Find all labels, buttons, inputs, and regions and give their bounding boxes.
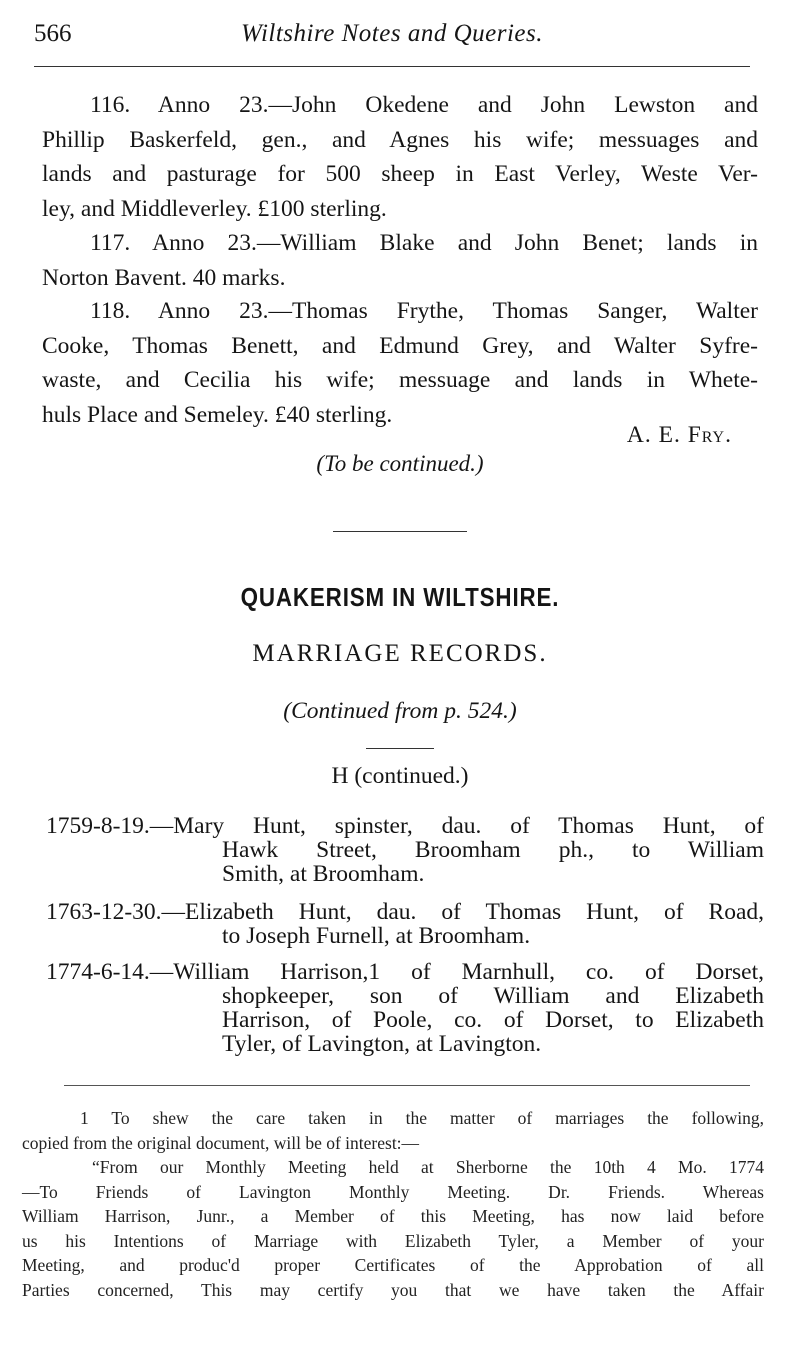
entry-118 [42, 294, 758, 432]
entry-line: lands and pasturage for 500 sheep in East Verley, Weste Ver- [42, 161, 758, 187]
entry-line: 116. Anno 23.—John Okedene and John Lewston and [90, 92, 758, 118]
author-signature: A. E. Fry. [626, 422, 732, 448]
footnote-line: William Harrison, Junr., a Member of this Meeting, has now laid before [22, 1206, 764, 1226]
record-line: 1774-6-14.—William Harrison,1 of Marnhull, co. of Dorset, [46, 959, 764, 985]
record-line: 1763-12-30.—Elizabeth Hunt, dau. of Thomas Hunt, of Road, [46, 899, 764, 925]
footnote-rule [64, 1085, 750, 1086]
entry-line: 118. Anno 23.—Thomas Frythe, Thomas Sanger, Walter [90, 298, 758, 324]
marriage-record [46, 900, 764, 948]
footnote-line: copied from the original document, will be of interest:— [22, 1132, 420, 1153]
record-line: Smith, at Broomham. [222, 861, 425, 887]
record-line: Tyler, of Lavington, at Lavington. [222, 1031, 542, 1057]
entry-line: waste, and Cecilia his wife; messuage and lands in Whete- [42, 367, 758, 393]
section-title: QUAKERISM IN WILTSHIRE. [240, 582, 560, 612]
continued-from-note: (Continued from p. 524.) [283, 698, 517, 724]
footnote-line: —To Friends of Lavington Monthly Meeting. Dr. Friends. Whereas [22, 1181, 764, 1202]
footnote [22, 1106, 764, 1302]
letter-heading: H (continued.) [331, 763, 469, 789]
marriage-record [46, 814, 764, 886]
footnote-line: Parties concerned, This may certify you that we have taken the Affair [22, 1279, 764, 1300]
record-line: Hawk Street, Broomham ph., to William [222, 837, 764, 863]
page-number: 566 [34, 20, 72, 47]
marriage-record [46, 960, 764, 1056]
footnote-line: us his Intentions of Marriage with Elizabeth Tyler, a Member of your [22, 1230, 764, 1251]
running-head [34, 20, 750, 54]
subsection-divider [366, 748, 434, 749]
section-subtitle: MARRIAGE RECORDS. [252, 640, 548, 667]
entry-line: Norton Bavent. 40 marks. [42, 264, 286, 291]
footnote-line: Meeting, and produc'd proper Certificates of the Approbation of all [22, 1255, 764, 1275]
entry-line: ley, and Middleverley. £100 sterling. [42, 195, 387, 222]
entry-line: Cooke, Thomas Benett, and Edmund Grey, and Walter Syfre- [42, 332, 758, 359]
record-line: 1759-8-19.—Mary Hunt, spinster, dau. of Thomas Hunt, of [46, 813, 764, 839]
journal-title: Wiltshire Notes and Queries. [241, 20, 543, 47]
record-line: shopkeeper, son of William and Elizabeth [222, 983, 764, 1009]
entry-line: 117. Anno 23.—William Blake and John Benet; lands in [90, 230, 758, 256]
footnote-line: “From our Monthly Meeting held at Sherborne the 10th 4 Mo. 1774 [92, 1157, 764, 1177]
entry-line: huls Place and Semeley. £40 sterling. [42, 401, 393, 428]
record-line: to Joseph Furnell, at Broomham. [222, 923, 531, 949]
record-line: Harrison, of Poole, co. of Dorset, to Elizabeth [222, 1007, 764, 1033]
section-divider [333, 531, 467, 532]
entry-line: Phillip Baskerfeld, gen., and Agnes his wife; messuages and [42, 126, 758, 153]
footnote-line: 1 To shew the care taken in the matter of marriages the following, [80, 1108, 764, 1128]
entry-116 [42, 88, 758, 226]
to-be-continued-note: (To be continued.) [316, 451, 484, 476]
entry-117 [42, 226, 758, 295]
header-rule [34, 66, 750, 67]
